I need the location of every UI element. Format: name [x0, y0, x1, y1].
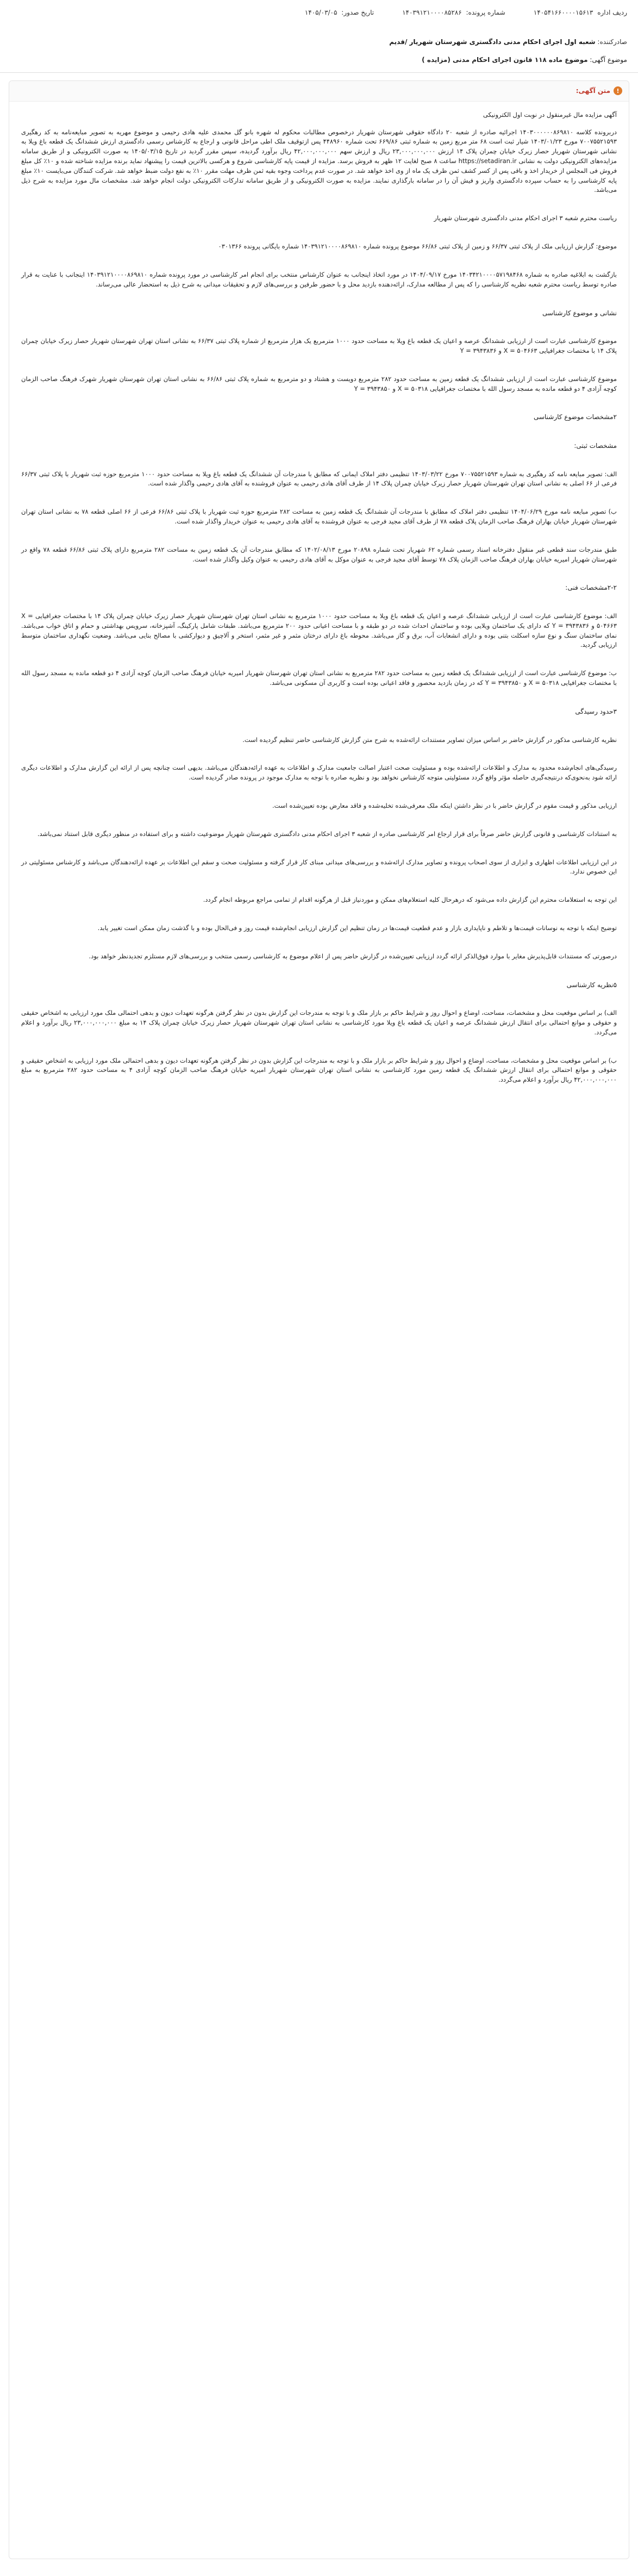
paragraph: موضوع: گزارش ارزیابی ملک از پلاک ثبتی ۶۶/۳۷ و زمین از پلاک ثبتی ۶۶/۸۶ موضوع پرونده شماره ۱۴۰۳۹۱۲۱۰۰۰۰۸۶۹۸۱۰ شماره بایگانی پرونده ۰۳۰۱۳۶۶ [218, 242, 617, 251]
issuer-label: صادرکننده: [597, 38, 627, 46]
paragraph: ارزیابی مذکور و قیمت مقوم در گزارش حاضر با در نظر داشتن اینکه ملک معرفی‌شده تخلیه‌شده و فاقد معارض بوده تعیین‌شده است. [272, 801, 617, 809]
topic-value: موضوع ماده ۱۱۸ قانون اجرای احکام مدنی (مزایده ) [422, 55, 588, 64]
issuer-value: شعبه اول اجرای احکام مدنی دادگستری شهرستان شهریار /قدیم [389, 38, 596, 46]
issuer-row [0, 32, 638, 53]
paragraph: نظریه کارشناسی مذکور در گزارش حاضر بر اساس میزان تصاویر مستندات ارائه‌شده به شرح متن گزارش کارشناسی حاضر تنظیم گردیده است. [242, 735, 617, 744]
notice-header [9, 81, 629, 102]
section-heading: ۲-۲مشخصات فنی: [565, 584, 617, 592]
section-heading: نشانی و موضوع کارشناسی [542, 309, 617, 317]
paragraph: ب) بر اساس موقعیت محل و مشخصات، مساحت، اوضاع و احوال روز و شرایط حاکم بر بازار ملک و با توجه به مندرجات این گزارش بدون در نظر گرفتن هرگونه تعهدات دیون و بدهی احتمالی ملک مورد ارزیابی به اشخاص حقیقی و حقوقی و موانع احتمالی برای انتقال ارزش ششدانگ یک قطعه زمین مورد کارشناسی به نشانی استان تهران شهرستان شهریار امیریه خیابان فرهنگ صاحب الزمان کوچه آزادی ۴ به مساحت حدود ۲۸۲ مترمربع به مبلغ ۴۲,۰۰۰,۰۰۰,۰۰۰ ریال برآورد و اعلام می‌گردد. [21, 1056, 617, 1084]
file-label: شماره پرونده: [466, 9, 505, 16]
paragraph: درصورتی که مستندات قابل‌پذیرش مغایر با موارد فوق‌الذکر ارائه گردد ارزیابی تعیین‌شده در گزارش حاضر پس از اعلام موضوع به کارشناسی رسمی منتخب و بررسی‌های لازم مستلزم تجدیدنظر خواهد بود. [89, 952, 617, 960]
issue-date [303, 8, 374, 32]
date-value: ۱۴۰۵/۰۳/۰۵ [304, 9, 337, 16]
paragraph: ب: موضوع کارشناسی عبارت است از ارزیابی ششدانگ یک قطعه زمین به مساحت حدود ۲۸۲ مترمربع به نشانی استان تهران شهرستان شهریار امیریه خیابان فرهنگ صاحب الزمان کوچه آزادی ۴ دو قطعه مانده به مسجد رسول الله با مختصات جغرافیایی X = ۵۰۳۱۸ و Y = ۳۹۴۳۸۵۰ که در زمان بازدید محصور و فاقد اعیانی بوده است و کاربری آن مسکونی می‌باشد. [21, 669, 617, 687]
file-value: ۱۴۰۳۹۱۲۱۰۰۰۰۸۵۲۸۶ [402, 9, 462, 16]
row-value: ۱۴۰۵۴۱۶۶۰۰۰۰۱۵۶۱۳ [533, 9, 593, 16]
paragraph: طبق مندرجات سند قطعی غیر منقول دفترخانه اسناد رسمی شماره ۶۲ شهریار تحت شماره ۲۰۸۹۸ مورخ ۱۴۰۲/۰۸/۱۳ که مطابق مندرجات آن یک قطعه زمین به مساحت ۲۸۲ مترمربع دارای پلاک ثبتی ۶۶/۸۶ قطعه ۷۸ واقع در شهرستان شهریار امیریه خیابان بهاران فرهنگ صاحب الزمان پلاک ۷۸ توسط آقای مجید فرجی به عنوان موکل به آقای هادی رحیمی به عنوان وکیل واگذار شده است. [21, 545, 617, 563]
paragraph: آگهی مزایده مال غیرمنقول در نوبت اول الکترونیکی [483, 110, 617, 118]
paragraph: در این ارزیابی اطلاعات اظهاری و ابزاری از سوی اصحاب پرونده و تصاویر مدارک ارائه‌شده و بررسی‌های میدانی مبنای کار قرار گرفته و مسئولیت صحت و سقم این اطلاعات بر عهده ارائه‌دهندگان می‌باشد و کارشناس مسئولیتی در این خصوص ندارد. [21, 858, 617, 876]
topic-label: موضوع آگهی: [590, 55, 627, 64]
paragraph: ریاست محترم شعبه ۳ اجرای احکام مدنی دادگستری شهرستان شهریار [434, 214, 617, 222]
section-heading: ۲مشخصات موضوع کارشناسی [533, 413, 617, 421]
date-label: تاریخ صدور: [341, 9, 374, 16]
section-heading: مشخصات ثبتی: [574, 441, 617, 450]
info-icon: ! [614, 86, 622, 95]
paragraph: به استنادات کارشناسی و قانونی گزارش حاضر صرفاً برای قرار ارجاع امر کارشناسی صادره از شعبه ۳ اجرای احکام مدنی دادگستری شهرستان شهریار موضوعیت داشته و برای استفاده در منظور دیگری قابل استناد نمی‌باشد. [37, 829, 617, 838]
meta-bar [0, 0, 638, 32]
paragraph: این توجه به استعلامات محترم این گزارش داده می‌شود که درهرحال کلیه استعلام‌های ممکن و موردنیاز قبل از هرگونه اقدام از تمامی مراجع مربوطه انجام گردد. [203, 896, 617, 904]
paragraph: رسیدگی‌های انجام‌شده محدود به مدارک و اطلاعات ارائه‌شده بوده و مسئولیت صحت اعتبار اصالت جامعیت مدارک و اطلاعات به عهده ارائه‌دهندگان می‌باشد. بدیهی است چنانچه پس از ارائه این گزارش مدارک و اطلاعات دیگری ارائه شود به‌نحوی‌که درنتیجه‌گیری حاصله مؤثر واقع گردد مسئولیتی متوجه کارشناس نخواهد بود و نظریه صادره با توجه به مدارک موجود در پرونده صادر گردیده است. [21, 764, 617, 782]
row-number [531, 8, 627, 32]
paragraph: بازگشت به ابلاغیه صادره به شماره ۱۴۰۳۴۲۱۰۰۰۰۵۷۱۹۸۴۶۸ مورخ ۱۴۰۴/۰۹/۱۷ در مورد اتخاذ اینجانب به عنوان کارشناس منتخب برای انجام امر کارشناسی در مورد پرونده شماره ۱۴۰۳۹۱۲۱۰۰۰۰۸۶۹۸۱۰ اینجانب با عنایت به قرار صادره توسط ریاست محترم شعبه نظریه کارشناسی را که پس از مطالعه مدارک، ارائه‌دهنده بازدید محل و با حضور طرفین و بررسی‌های لازم و تحقیقات میدانی به شرح ذیل به استحضار عالی می‌رساند. [21, 270, 617, 288]
paragraph: موضوع کارشناسی عبارت است از ارزیابی ششدانگ یک قطعه زمین به مساحت حدود ۲۸۲ مترمربع دویست و هشتاد و دو مترمربع به شماره پلاک ثبتی ۶۶/۸۶ به نشانی استان تهران شهرستان شهریار شهرک فرهنگ صاحب الزمان کوچه آزادی ۴ دو قطعه مانده به مسجد رسول الله با مختصات جغرافیایی X = ۵۰۳۱۸ و Y = ۳۹۴۳۸۵۰ [21, 375, 617, 392]
notice-body [9, 102, 629, 1112]
paragraph: دربرونده کلاسه ۱۴۰۳۰۰۰۰۰۰۸۶۹۸۱۰ اجرائیه صادره از شعبه ۲۰ دادگاه حقوقی شهرستان شهریار درخصوص مطالبات محکوم له شهره بانو گل محمدی علیه هادی رحیمی و موضوع مهریه به تصویر مبایعه‌نامه به کد رهگیری ۷۰۰۷۵۵۲۱۵۹۳ مورخ ۱۴۰۳/۰۱/۲۳ شیار ثبت است ۶۸ متر مربع زمین به شماره ثبتی ۶۶۹/۸۶ تحت شماره ۴۴۸۹۶۰ پس ازتوقیف ملک اطی مراحل قانونی و ارجاع به کارشناس رسمی دادگستری ارزش ششدانگ یک قطعه باغ ویلا به نشانی شهرستان شهریار حصار زیرک خیابان چمران پلاک ۱۴ ارزش ۲۳,۰۰۰,۰۰۰,۰۰۰ ریال و ارزش سهم ۴۲,۰۰۰,۰۰۰,۰۰۰ ریال برآورد گردیده، سپس مقرر گردید در تاریخ ۱۴۰۵/۰۳/۱۵ به صورت الکترونیکی و از طریق سامانه مزایده‌های الکترونیکی دولت به نشانی https://setadiran.ir ساعت ۸ صبح لغایت ۱۲ ظهر به فروش برسد. مزایده از قیمت پایه کارشناسی شروع و هرکسی بالاترین قیمت را پیشنهاد نماید برنده مزایده شناخته شده و ۱۰٪ کل مبلغ فروش فی المجلس از خریدار اخذ و باقی پس از کسر کشف ثمن ظرف یک ماه از وی اخذ خواهد شد. در صورت عدم پرداخت وجوه بقیه ثمن ظرف مهلت مقرر ۱۰٪ به نفع دولت ضبط خواهد شد. شرکت کنندگان می‌بایست ۱۰٪ مبلغ پایه کارشناسی را به حساب سپرده دادگستری واریز و فیش آن را در سامانه بارگذاری نمایند. مزایده به صورت الکترونیکی و از طریق سامانه تدارکات الکترونیکی دولت انجام خواهد شد. مشخصات مال مورد مزایده به شرح ذیل می‌باشد. [21, 128, 617, 194]
notice-card [9, 80, 629, 2559]
section-heading: ۳حدود رسیدگی [575, 707, 617, 715]
notice-title: متن آگهی: [576, 87, 610, 95]
paragraph: الف: موضوع کارشناسی عبارت است از ارزیابی ششدانگ عرصه و اعیان یک قطعه باغ ویلا به مساحت حدود ۱۰۰۰ مترمربع به نشانی استان تهران شهرستان شهریار حصار زیرک خیابان چمران پلاک ۱۴ با مختصات جغرافیایی X = ۵۰۴۶۶۳ و Y = ۳۹۴۳۸۳۶ که دارای یک ساختمان ویلایی بوده و ساختمان احداث شده در دو طبقه و با مساحت اعیانی حدود ۲۰۰ مترمربع می‌باشد. طبقات شامل پارکینگ، آشپزخانه، سرویس بهداشتی و حمام و اتاق خواب می‌باشد. نمای ساختمان سنگ و نوع سازه اسکلت بتنی بوده و دارای انشعابات آب، برق و گاز می‌باشد. محوطه باغ دارای درختان مثمر و غیر مثمر، استخر و آلاچیق و دیوارکشی با مصالح بنایی می‌باشد. وضعیت نگهداری ساختمان متوسط ارزیابی گردید. [21, 612, 617, 649]
paragraph: ب) تصویر مبایعه نامه مورخ ۱۴۰۴/۰۶/۲۹ تنظیمی دفتر املاک که مطابق با مندرجات آن ششدانگ یک قطعه زمین به مساحت ۲۸۲ مترمربع حوزه ثبت شهریار با پلاک ثبتی ۶۶/۸۶ فرعی از ۶۶ اصلی قطعه ۷۸ به نشانی استان تهران شهرستان شهریار خیابان بهاران فرهنگ صاحب الزمان پلاک قطعه ۷۸ از طرف آقای مجید فرجی به عنوان فروشنده به آقای هادی رحیمی به عنوان خریدار واگذار شده است. [21, 508, 617, 525]
topic-row [0, 53, 638, 73]
paragraph: الف) بر اساس موقعیت محل و مشخصات، مساحت، اوضاع و احوال روز و شرایط حاکم بر بازار ملک و با توجه به مندرجات این گزارش بدون در نظر گرفتن هرگونه تعهدات دیون و بدهی احتمالی ملک مورد ارزیابی به اشخاص حقیقی و حقوقی و موانع احتمالی برای انتقال ارزش ششدانگ عرصه و اعیان یک قطعه باغ ویلا مورد کارشناسی به نشانی استان تهران شهرستان شهریار حصار زیرک خیابان چمران پلاک ۱۴ به مبلغ ۲۳,۰۰۰,۰۰۰,۰۰۰ ریال برآورد و اعلام می‌گردد. [21, 1009, 617, 1036]
row-label: ردیف اداره [597, 9, 627, 16]
section-heading: ۵نظریه کارشناسی [566, 981, 617, 989]
paragraph: توضیح اینکه با توجه به نوسانات قیمت‌ها و تلاطم و ناپایداری بازار و عدم قطعیت قیمت‌ها در زمان تنظیم این گزارش ارزیابی انجام‌شده قیمت روز و فی‌الحال بوده و با گذشت زمان ممکن است تغییر یابد. [97, 924, 617, 932]
file-number [400, 8, 505, 32]
paragraph: موضوع کارشناسی عبارت است از ارزیابی ششدانگ عرصه و اعیان یک قطعه باغ ویلا به مساحت حدود ۱۰۰۰ مترمربع یک هزار مترمربع از شماره پلاک ثبتی ۶۶/۳۷ به نشانی استان تهران شهرستان شهریار حصار زیرک خیابان چمران پلاک ۱۴ با مختصات جغرافیایی X = ۵۰۴۶۶۳ و Y = ۳۹۴۳۸۳۶ [21, 337, 617, 354]
paragraph: الف: تصویر مبایعه نامه کد رهگیری به شماره ۷۰۰۷۵۵۲۱۵۹۳ مورخ ۱۴۰۳/۰۳/۲۲ تنظیمی دفتر املاک ایمانی که مطابق با مندرجات آن ششدانگ یک قطعه باغ ویلا به مساحت حدود ۱۰۰۰ مترمربع حوزه ثبت شهریار با پلاک ثبتی ۶۶/۳۷ فرعی از ۶۶ اصلی به نشانی استان تهران شهرستان شهریار حصار زیرک خیابان چمران پلاک ۱۴ از طرف آقای هادی رحیمی به عنوان فروشنده به آقای هادی رحیمی واگذار شده است. [21, 470, 617, 488]
